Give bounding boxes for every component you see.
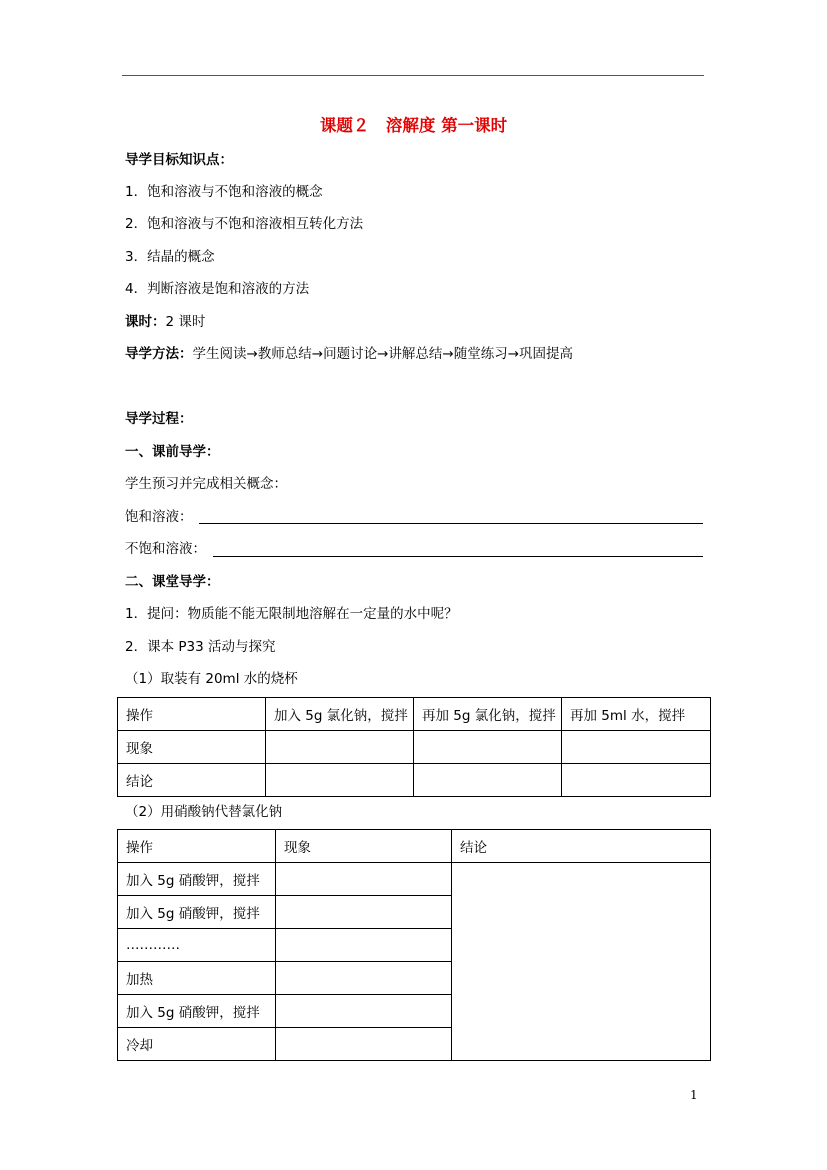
table-header-cell: 再加 5g 氯化钠，搅拌 [414, 698, 562, 731]
experiment-table-1 [117, 697, 711, 797]
table-header-cell: 加入 5g 氯化钠，搅拌 [266, 698, 414, 731]
objective-item: 3．结晶的概念 [125, 249, 215, 265]
class-hours [125, 313, 205, 331]
objectives-heading: 导学目标知识点： [125, 152, 233, 168]
objective-item: 4．判断溶液是饱和溶液的方法 [125, 281, 310, 297]
conclusion-cell[interactable] [452, 863, 711, 1061]
process-heading: 导学过程： [125, 411, 193, 427]
row-label-cell: 加入 5g 硝酸钾，搅拌 [118, 896, 276, 929]
row-label-cell: 加入 5g 硝酸钾，搅拌 [118, 995, 276, 1028]
row-label-cell: 加热 [118, 962, 276, 995]
row-label-cell: 结论 [118, 764, 266, 797]
saturated-blank[interactable] [199, 523, 703, 524]
answer-cell[interactable] [562, 731, 711, 764]
method-label: 导学方法： [125, 346, 193, 362]
answer-cell[interactable] [276, 896, 452, 929]
question-1: 1．提问：物质能不能无限制地溶解在一定量的水中呢？ [125, 606, 458, 622]
question-2: 2．课本 P33 活动与探究 [125, 639, 276, 655]
saturated-label: 饱和溶液： [125, 509, 193, 525]
experiment-table-2 [117, 829, 711, 1061]
unsaturated-label: 不饱和溶液： [125, 541, 206, 557]
class-hours-value: 2 课时 [165, 314, 206, 330]
answer-cell[interactable] [276, 863, 452, 896]
answer-cell[interactable] [414, 764, 562, 797]
subsection-2: （2）用硝酸钠代替氯化钠 [125, 804, 283, 820]
unsaturated-blank[interactable] [213, 556, 703, 557]
section1-intro: 学生预习并完成相关概念： [125, 476, 287, 492]
answer-cell[interactable] [562, 764, 711, 797]
row-label-cell: 加入 5g 硝酸钾，搅拌 [118, 863, 276, 896]
answer-cell[interactable] [414, 731, 562, 764]
table-row [118, 764, 711, 797]
header-rule [122, 75, 704, 76]
row-label-cell: ………… [118, 929, 276, 962]
teaching-method [125, 345, 573, 363]
table-header-cell: 操作 [118, 698, 266, 731]
table-row [118, 698, 711, 731]
table-header-cell: 结论 [452, 830, 711, 863]
page-number: 1 [690, 1088, 698, 1102]
section1-heading: 一、课前导学： [125, 444, 220, 460]
answer-cell[interactable] [266, 764, 414, 797]
table-header-cell: 现象 [276, 830, 452, 863]
answer-cell[interactable] [276, 962, 452, 995]
table-header-cell: 操作 [118, 830, 276, 863]
answer-cell[interactable] [266, 731, 414, 764]
subsection-1: （1）取装有 20ml 水的烧杯 [125, 671, 298, 687]
objective-item: 2．饱和溶液与不饱和溶液相互转化方法 [125, 216, 364, 232]
method-value: 学生阅读→教师总结→问题讨论→讲解总结→随堂练习→巩固提高 [192, 346, 574, 362]
row-label-cell: 冷却 [118, 1028, 276, 1061]
table-header-cell: 再加 5ml 水，搅拌 [562, 698, 711, 731]
table-row [118, 863, 711, 896]
answer-cell[interactable] [276, 995, 452, 1028]
answer-cell[interactable] [276, 929, 452, 962]
row-label-cell: 现象 [118, 731, 266, 764]
table-row [118, 731, 711, 764]
class-hours-label: 课时： [125, 314, 166, 330]
page-title: 课题２ 溶解度 第一课时 [319, 116, 508, 135]
objective-item: 1．饱和溶液与不饱和溶液的概念 [125, 184, 323, 200]
table-row [118, 830, 711, 863]
section2-heading: 二、课堂导学： [125, 574, 220, 590]
answer-cell[interactable] [276, 1028, 452, 1061]
